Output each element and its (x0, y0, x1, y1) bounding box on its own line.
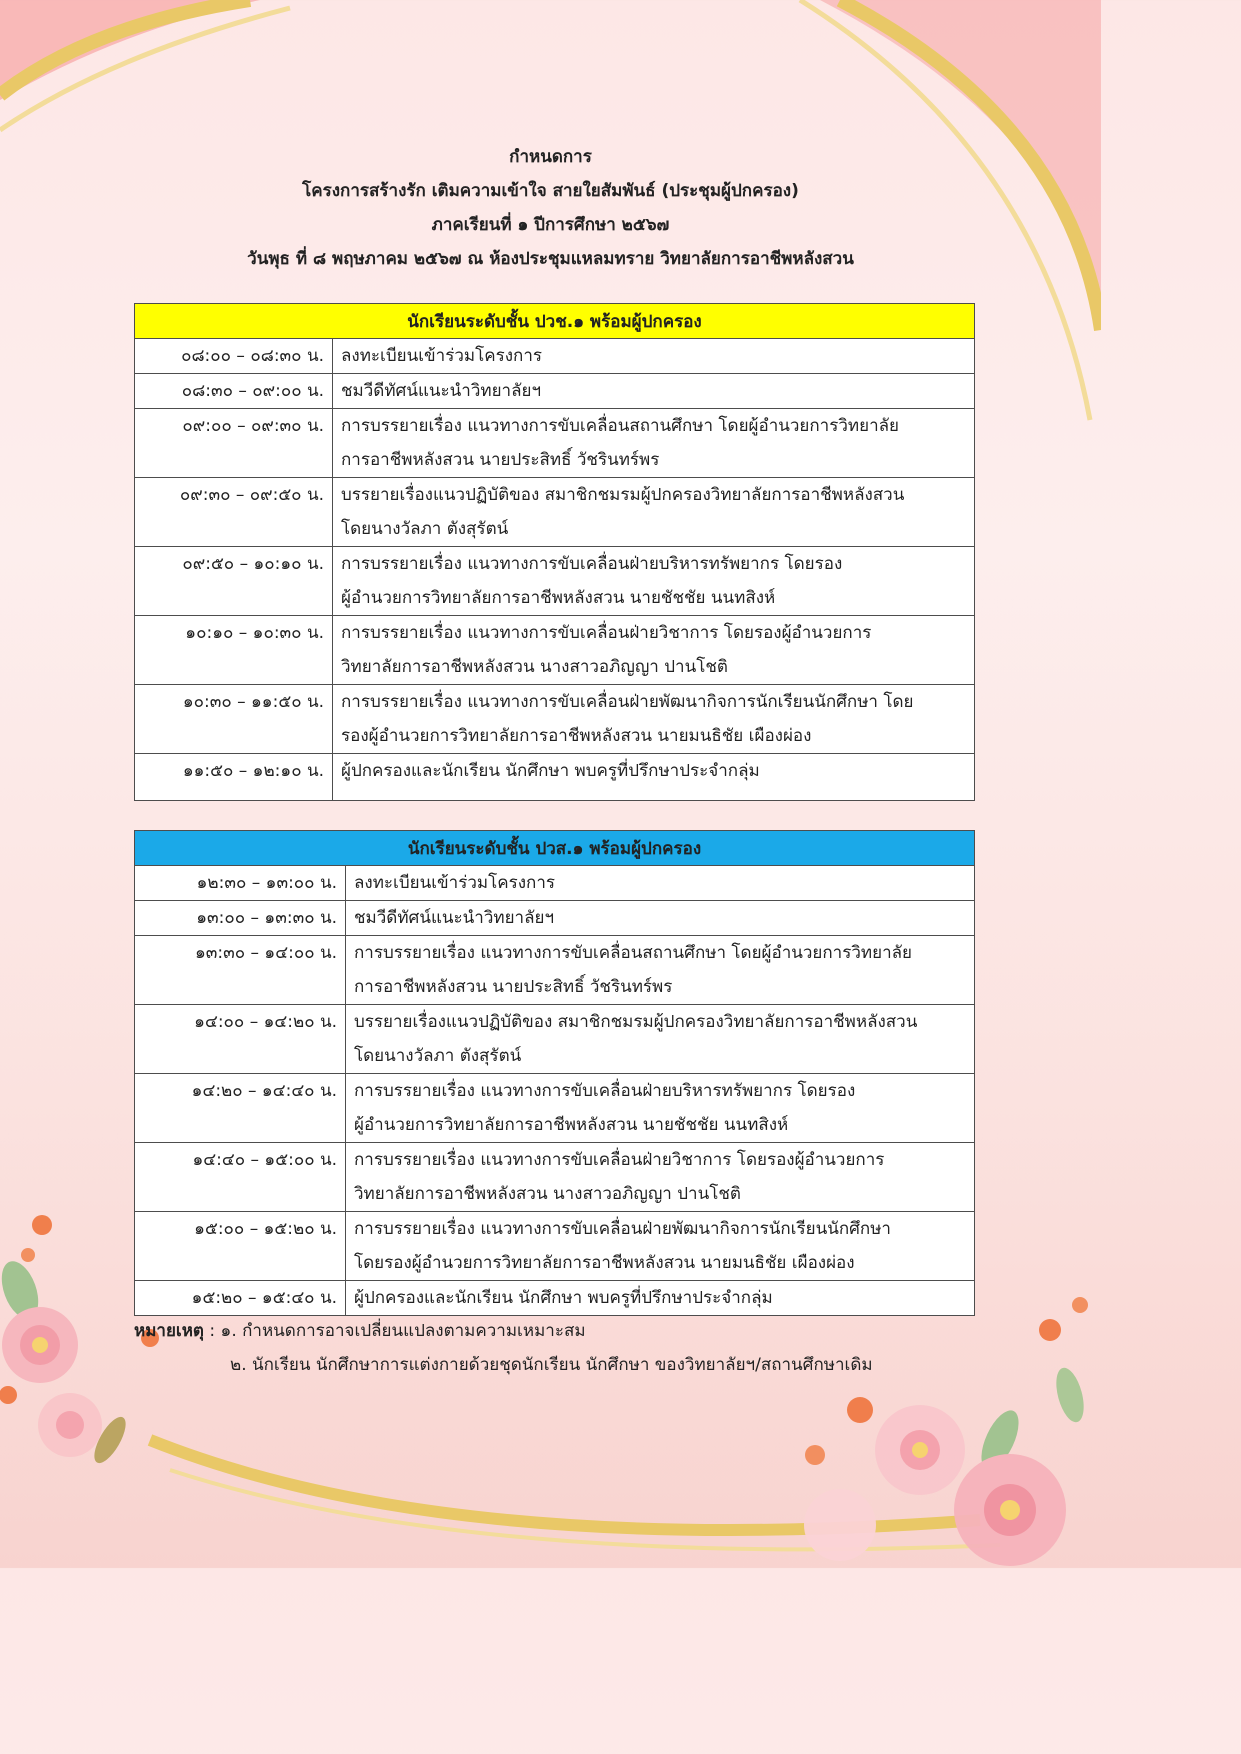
activity-text: การบรรยายเรื่อง แนวทางการขับเคลื่อนฝ่ายพัฒนากิจการนักเรียนนักศึกษา (354, 1219, 891, 1239)
time-range: ๐๙:๐๐ – ๐๙:๓๐ น. (182, 416, 324, 436)
time-cell (135, 1212, 346, 1281)
activity-cell (346, 1074, 975, 1143)
activity-text: ผู้ปกครองและนักเรียน นักศึกษา พบครูที่ปรึกษาประจำกลุ่ม (354, 1288, 773, 1308)
time-cell (135, 1005, 346, 1074)
time-cell (135, 866, 346, 901)
activity-text: บรรยายเรื่องแนวปฏิบัติของ สมาชิกชมรมผู้ปกครองวิทยาลัยการอาชีพหลังสวน (354, 1012, 918, 1032)
table-row (135, 901, 975, 936)
table-row (135, 1143, 975, 1212)
table-title: นักเรียนระดับชั้น ปวช.๑ พร้อมผู้ปกครอง (135, 304, 975, 339)
table-row (135, 1074, 975, 1143)
time-range: ๑๓:๐๐ – ๑๓:๓๐ น. (196, 908, 337, 928)
project-name: โครงการสร้างรัก เติมความเข้าใจ สายใยสัมพันธ์ (ประชุมผู้ปกครอง) (302, 181, 799, 201)
activity-text: ลงทะเบียนเข้าร่วมโครงการ (341, 346, 543, 366)
activity-text: การอาชีพหลังสวน นายประสิทธิ์ วัชรินทร์พร (341, 450, 660, 470)
activity-cell (333, 616, 975, 685)
activity-text: การบรรยายเรื่อง แนวทางการขับเคลื่อนฝ่ายบริหารทรัพยากร โดยรอง (341, 554, 843, 574)
activity-cell (333, 374, 975, 409)
activity-cell (333, 754, 975, 801)
activity-text: ผู้อำนวยการวิทยาลัยการอาชีพหลังสวน นายชัชชัย นนทสิงห์ (341, 588, 776, 608)
activity-text: วิทยาลัยการอาชีพหลังสวน นางสาวอภิญญา ปานโชติ (354, 1184, 741, 1204)
remarks (134, 1314, 873, 1382)
date-venue-line: วันพุธ ที่ ๘ พฤษภาคม ๒๕๖๗ ณ ห้องประชุมแหลมทราย วิทยาลัยการอาชีพหลังสวน (247, 249, 854, 269)
time-range: ๑๕:๐๐ – ๑๕:๒๐ น. (194, 1219, 337, 1239)
doc-title: กำหนดการ (509, 147, 592, 167)
time-cell (135, 616, 333, 685)
time-range: ๑๐:๓๐ – ๑๑:๕๐ น. (182, 692, 324, 712)
activity-text: ผู้ปกครองและนักเรียน นักศึกษา พบครูที่ปรึกษาประจำกลุ่ม (341, 761, 760, 781)
activity-text: การบรรยายเรื่อง แนวทางการขับเคลื่อนฝ่ายวิชาการ โดยรองผู้อำนวยการ (341, 623, 872, 643)
activity-cell (333, 409, 975, 478)
activity-text: การอาชีพหลังสวน นายประสิทธิ์ วัชรินทร์พร (354, 977, 673, 997)
activity-text: ลงทะเบียนเข้าร่วมโครงการ (354, 873, 556, 893)
table-row (135, 866, 975, 901)
schedule-table-pvc1 (134, 303, 975, 801)
activity-text: โดยนางวัลภา ตังสุรัตน์ (354, 1046, 522, 1066)
time-range: ๑๔:๔๐ – ๑๕:๐๐ น. (192, 1150, 337, 1170)
activity-text: การบรรยายเรื่อง แนวทางการขับเคลื่อนฝ่ายวิชาการ โดยรองผู้อำนวยการ (354, 1150, 885, 1170)
activity-text: ชมวีดีทัศน์แนะนำวิทยาลัยฯ (354, 908, 555, 928)
time-cell (135, 478, 333, 547)
table-row (135, 616, 975, 685)
activity-text: การบรรยายเรื่อง แนวทางการขับเคลื่อนสถานศึกษา โดยผู้อำนวยการวิทยาลัย (341, 416, 899, 436)
time-range: ๐๘:๐๐ – ๐๘:๓๐ น. (181, 346, 324, 366)
activity-cell (346, 1281, 975, 1316)
time-range: ๐๙:๓๐ – ๐๙:๕๐ น. (179, 485, 324, 505)
time-cell (135, 409, 333, 478)
activity-text: ชมวีดีทัศน์แนะนำวิทยาลัยฯ (341, 381, 542, 401)
table-row (135, 547, 975, 616)
time-cell (135, 339, 333, 374)
time-cell (135, 936, 346, 1005)
table-title: นักเรียนระดับชั้น ปวส.๑ พร้อมผู้ปกครอง (135, 831, 975, 866)
table-row (135, 1281, 975, 1316)
activity-cell (333, 547, 975, 616)
time-cell (135, 1281, 346, 1316)
time-range: ๑๐:๑๐ – ๑๐:๓๐ น. (185, 623, 324, 643)
activity-text: การบรรยายเรื่อง แนวทางการขับเคลื่อนฝ่ายพัฒนากิจการนักเรียนนักศึกษา โดย (341, 692, 914, 712)
time-cell (135, 547, 333, 616)
table-row (135, 754, 975, 801)
time-range: ๑๔:๐๐ – ๑๔:๒๐ น. (194, 1012, 337, 1032)
remark-item-1: ๑. กำหนดการอาจเปลี่ยนแปลงตามความเหมาะสม (220, 1321, 586, 1341)
time-range: ๑๑:๕๐ – ๑๒:๑๐ น. (182, 761, 324, 781)
remarks-separator: : (203, 1321, 221, 1341)
activity-text: ผู้อำนวยการวิทยาลัยการอาชีพหลังสวน นายชัชชัย นนทสิงห์ (354, 1115, 789, 1135)
activity-text: โดยรองผู้อำนวยการวิทยาลัยการอาชีพหลังสวน นายมนธิชัย เผืองผ่อง (354, 1253, 855, 1273)
table-row (135, 685, 975, 754)
activity-text: การบรรยายเรื่อง แนวทางการขับเคลื่อนฝ่ายบริหารทรัพยากร โดยรอง (354, 1081, 856, 1101)
activity-cell (346, 1212, 975, 1281)
activity-cell (346, 901, 975, 936)
document-header (0, 140, 1101, 276)
semester-line: ภาคเรียนที่ ๑ ปีการศึกษา ๒๕๖๗ (431, 215, 670, 235)
time-range: ๑๕:๒๐ – ๑๕:๔๐ น. (191, 1288, 337, 1308)
activity-cell (333, 478, 975, 547)
table-row (135, 339, 975, 374)
time-range: ๐๘:๓๐ – ๐๙:๐๐ น. (181, 381, 324, 401)
time-cell (135, 901, 346, 936)
table-row (135, 409, 975, 478)
table-row (135, 1212, 975, 1281)
activity-cell (333, 339, 975, 374)
table-row (135, 478, 975, 547)
table-row (135, 374, 975, 409)
time-cell (135, 685, 333, 754)
time-range: ๑๓:๓๐ – ๑๔:๐๐ น. (194, 943, 337, 963)
table-row (135, 1005, 975, 1074)
schedule-table-hvc1 (134, 830, 975, 1316)
time-cell (135, 754, 333, 801)
time-cell (135, 1074, 346, 1143)
activity-text: บรรยายเรื่องแนวปฏิบัติของ สมาชิกชมรมผู้ปกครองวิทยาลัยการอาชีพหลังสวน (341, 485, 905, 505)
activity-text: โดยนางวัลภา ตังสุรัตน์ (341, 519, 509, 539)
activity-cell (346, 1143, 975, 1212)
activity-text: การบรรยายเรื่อง แนวทางการขับเคลื่อนสถานศึกษา โดยผู้อำนวยการวิทยาลัย (354, 943, 912, 963)
table-row (135, 936, 975, 1005)
activity-text: รองผู้อำนวยการวิทยาลัยการอาชีพหลังสวน นายมนธิชัย เผืองผ่อง (341, 726, 812, 746)
remark-item-2: ๒. นักเรียน นักศึกษาการแต่งกายด้วยชุดนักเรียน นักศึกษา ของวิทยาลัยฯ/สถานศึกษาเดิม (230, 1355, 873, 1375)
time-range: ๑๒:๓๐ – ๑๓:๐๐ น. (196, 873, 337, 893)
remarks-label: หมายเหตุ (134, 1321, 204, 1341)
activity-cell (346, 866, 975, 901)
time-cell (135, 1143, 346, 1212)
activity-cell (346, 936, 975, 1005)
time-cell (135, 374, 333, 409)
activity-cell (333, 685, 975, 754)
activity-cell (346, 1005, 975, 1074)
activity-text: วิทยาลัยการอาชีพหลังสวน นางสาวอภิญญา ปานโชติ (341, 657, 728, 677)
time-range: ๐๙:๕๐ – ๑๐:๑๐ น. (182, 554, 324, 574)
time-range: ๑๔:๒๐ – ๑๔:๔๐ น. (191, 1081, 337, 1101)
